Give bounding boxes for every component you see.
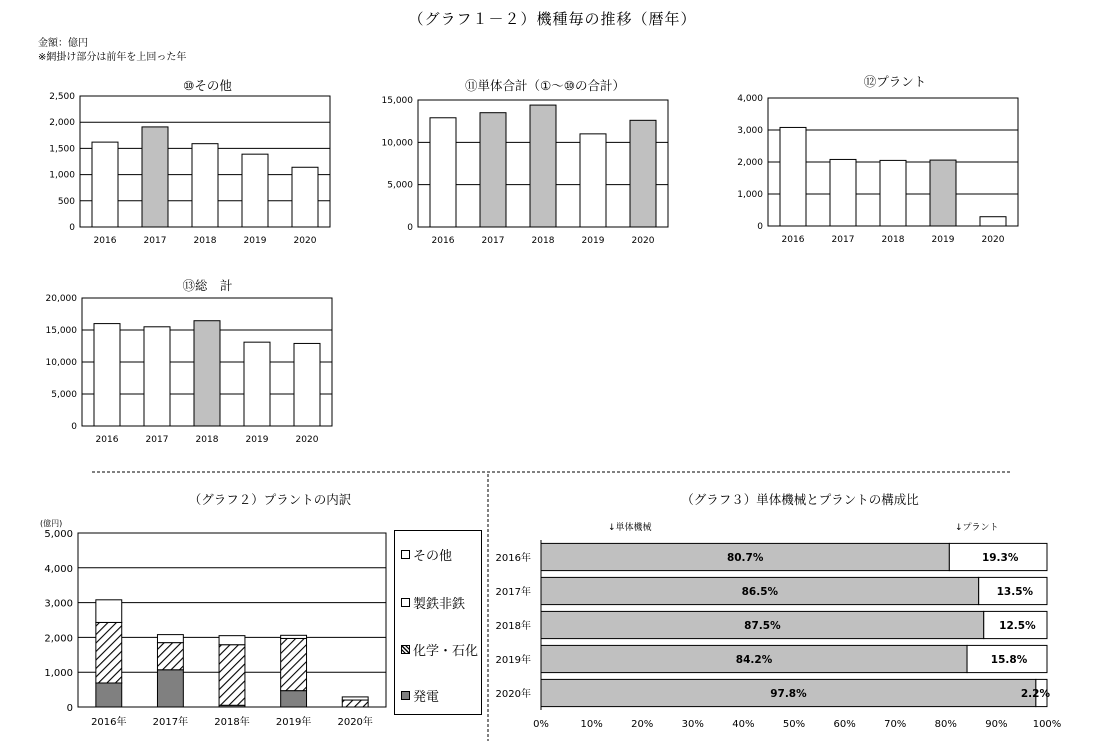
- x-tick-label: 2017: [831, 235, 855, 245]
- breakdown-unit-label: (億円): [40, 519, 63, 528]
- y-tick-label: 3,000: [737, 126, 763, 136]
- x-tick-label: 2019: [581, 236, 605, 246]
- legend-item-chemical: [401, 640, 478, 659]
- x-tick-label: 2020: [295, 435, 319, 445]
- y-tick-label: 2,500: [49, 92, 75, 102]
- legend-label-chemical: 化学・石化: [413, 644, 479, 659]
- legend-item-steel: [401, 593, 465, 612]
- unit-note: 金額：億円: [38, 38, 88, 49]
- composition-y-tick: 2016年: [495, 553, 531, 564]
- plant-arrow-label: ↓プラント: [955, 523, 999, 533]
- y-tick-label: 1,000: [737, 190, 763, 200]
- breakdown-y-tick: 1,000: [44, 668, 73, 680]
- composition-units-label: 84.2%: [735, 654, 773, 666]
- legend-swatch-other: [401, 550, 410, 559]
- breakdown-y-tick: 3,000: [44, 598, 73, 610]
- x-tick-label: 2018: [531, 236, 555, 246]
- x-tick-label: 2020: [981, 235, 1005, 245]
- chart-title-units: ⑪単体合計（①～⑩の合計）: [465, 78, 625, 93]
- y-tick-label: 20,000: [45, 294, 77, 304]
- x-tick-label: 2018: [881, 235, 905, 245]
- composition-units-label: 86.5%: [741, 586, 779, 598]
- y-tick-label: 1,000: [49, 170, 75, 181]
- y-tick-label: 5,000: [387, 180, 413, 191]
- y-tick-label: 0: [71, 422, 77, 432]
- composition-x-tick: 90%: [985, 719, 1008, 730]
- chart-title-plant: ⑫プラント: [863, 74, 927, 89]
- chart-title-other: ⑩その他: [183, 78, 232, 93]
- composition-x-tick: 10%: [580, 719, 603, 730]
- y-tick-label: 2,000: [49, 118, 75, 129]
- y-tick-label: 2,000: [737, 158, 763, 168]
- composition-x-tick: 60%: [833, 719, 856, 730]
- x-tick-label: 2017: [143, 236, 167, 246]
- composition-units-label: 80.7%: [726, 552, 764, 564]
- breakdown-y-tick: 4,000: [44, 563, 73, 575]
- breakdown-y-tick: 2,000: [44, 633, 73, 645]
- composition-x-tick: 50%: [782, 719, 806, 730]
- composition-y-tick: 2018年: [495, 621, 531, 632]
- x-tick-label: 2020: [293, 236, 317, 246]
- x-tick-label: 2018: [193, 236, 217, 246]
- breakdown-y-tick: 0: [66, 703, 73, 714]
- composition-y-tick: 2017年: [495, 587, 531, 598]
- y-tick-label: 500: [57, 196, 75, 207]
- composition-x-tick: 40%: [732, 719, 755, 730]
- x-tick-label: 2019: [245, 435, 269, 445]
- x-tick-label: 2019: [931, 235, 955, 245]
- x-tick-label: 2018: [195, 435, 219, 445]
- composition-x-tick: 30%: [681, 719, 704, 730]
- plant-breakdown-title: （グラフ２）プラントの内訳: [188, 492, 352, 507]
- legend-swatch-steel: [401, 598, 410, 607]
- y-tick-label: 0: [69, 223, 75, 233]
- breakdown-legend: [394, 530, 482, 715]
- composition-x-tick: 70%: [884, 719, 907, 730]
- x-tick-label: 2016: [781, 235, 805, 245]
- legend-item-power: [401, 686, 439, 705]
- breakdown-y-tick: 5,000: [44, 529, 73, 540]
- x-tick-label: 2020: [631, 236, 655, 246]
- y-tick-label: 4,000: [737, 94, 763, 104]
- composition-y-tick: 2019年: [495, 655, 531, 666]
- x-tick-label: 2017: [481, 236, 505, 246]
- composition-title: （グラフ３）単体機械とプラントの構成比: [681, 492, 919, 507]
- y-tick-label: 1,500: [49, 144, 75, 155]
- x-tick-label: 2016: [431, 236, 455, 246]
- legend-label-other: その他: [413, 549, 453, 564]
- composition-units-label: 87.5%: [744, 620, 781, 632]
- composition-x-tick: 20%: [631, 719, 654, 730]
- composition-plant-label: 12.5%: [999, 620, 1036, 632]
- y-tick-label: 15,000: [45, 326, 77, 336]
- legend-label-power: 発電: [413, 690, 440, 705]
- page-title: （グラフ１－２）機種毎の推移（暦年）: [408, 10, 697, 28]
- composition-plant-label: 19.3%: [981, 552, 1019, 564]
- x-tick-label: 2019: [243, 236, 267, 246]
- breakdown-x-tick: 2017年: [152, 717, 189, 728]
- legend-swatch-chemical: [401, 645, 410, 654]
- x-tick-label: 2016: [95, 435, 119, 445]
- legend-swatch-power: [401, 691, 410, 700]
- composition-x-tick: 80%: [934, 719, 957, 730]
- composition-units-label: 97.8%: [770, 688, 807, 700]
- legend-label-steel: 製鉄非鉄: [413, 597, 466, 612]
- composition-x-tick: 0%: [533, 719, 549, 730]
- units-arrow-label: ↓単体機械: [608, 523, 652, 533]
- breakdown-x-tick: 2019年: [275, 717, 312, 728]
- breakdown-x-tick: 2018年: [214, 717, 250, 728]
- x-tick-label: 2016: [93, 236, 117, 246]
- y-tick-label: 15,000: [381, 96, 413, 106]
- composition-y-tick: 2020年: [495, 689, 531, 700]
- composition-x-tick: 100%: [1032, 719, 1062, 730]
- y-tick-label: 0: [757, 222, 763, 232]
- composition-plant-label: 13.5%: [996, 586, 1034, 598]
- breakdown-x-tick: 2016年: [91, 717, 127, 728]
- y-tick-label: 5,000: [51, 390, 77, 400]
- legend-item-other: [401, 545, 452, 564]
- y-tick-label: 10,000: [381, 138, 413, 149]
- y-tick-label: 10,000: [45, 358, 77, 368]
- chart-title-total: ⑬総 計: [182, 278, 233, 293]
- hatch-note: ※網掛け部分は前年を上回った年: [38, 52, 187, 63]
- y-tick-label: 0: [407, 223, 413, 233]
- composition-plant-label: 15.8%: [990, 654, 1028, 666]
- composition-plant-label: 2.2%: [1020, 688, 1050, 700]
- x-tick-label: 2017: [145, 435, 169, 445]
- breakdown-x-tick: 2020年: [337, 717, 373, 728]
